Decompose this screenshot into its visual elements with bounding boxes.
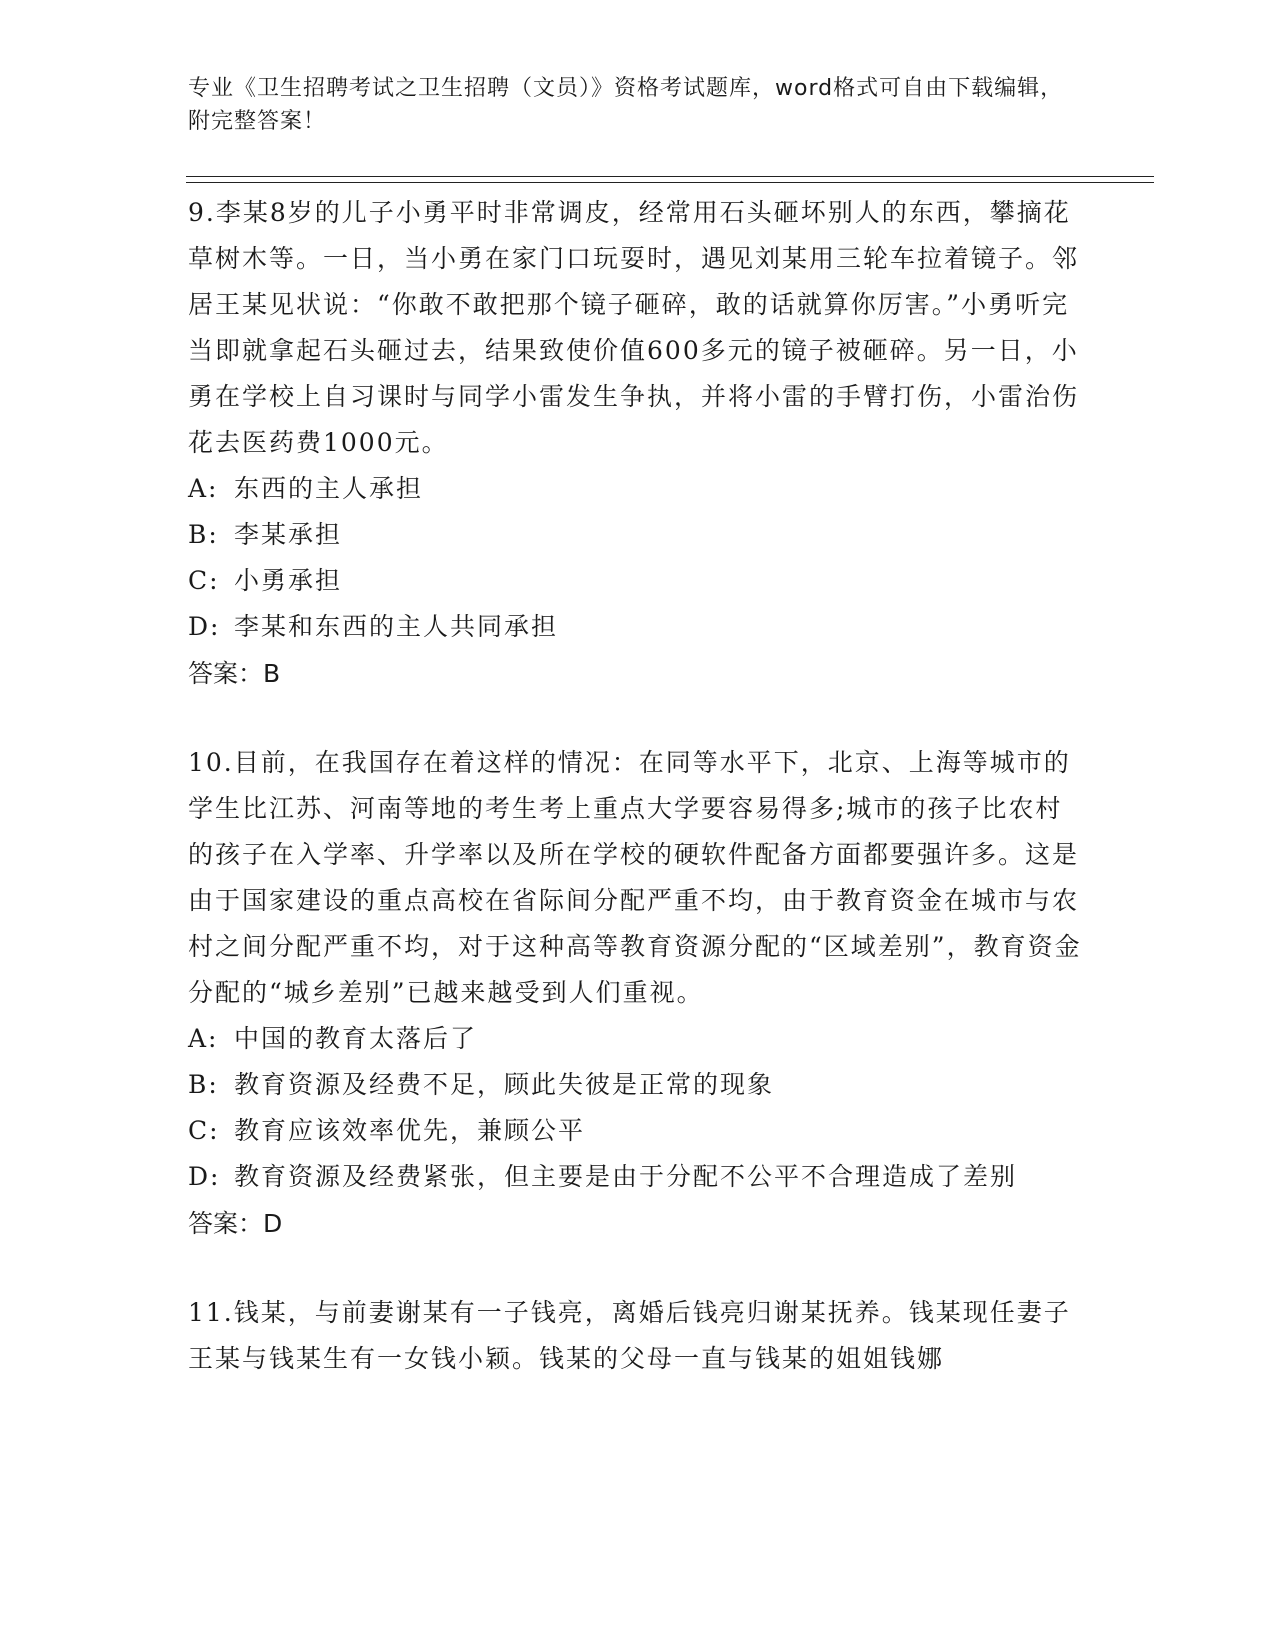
option-text: 东西的主人承担 — [234, 474, 424, 503]
question-10 — [188, 740, 1088, 1248]
option-label: B: — [188, 1070, 219, 1099]
option-label: B: — [188, 520, 219, 549]
option-text: 中国的教育太落后了 — [234, 1024, 478, 1053]
document-header: 专业《卫生招聘考试之卫生招聘（文员）》资格考试题库，word格式可自由下载编辑，附完整答案！ — [188, 76, 1064, 134]
question-stem: 10.目前，在我国存在着这样的情况：在同等水平下，北京、上海等城市的学生比江苏、河南等地的考生考上重点大学要容易得多;城市的孩子比农村的孩子在入学率、升学率以及所在学校的硬软件配备方面都要强许多。这是由于国家建设的重点高校在省际间分配严重不均，由于教育资金在城市与农村之间分配严重不均，对于这种高等教育资源分配的“区域差别”，教育资金分配的“城乡差别”已越来越受到人们重视。 — [188, 748, 1082, 1007]
question-stem: 11.钱某，与前妻谢某有一子钱亮，离婚后钱亮归谢某抚养。钱某现任妻子王某与钱某生有一女钱小颖。钱某的父母一直与钱某的姐姐钱娜 — [188, 1298, 1071, 1373]
option-text: 小勇承担 — [234, 566, 343, 595]
option-c — [188, 1108, 1088, 1154]
question-stem: 9.李某8岁的儿子小勇平时非常调皮，经常用石头砸坏别人的东西，攀摘花草树木等。一日，当小勇在家门口玩耍时，遇见刘某用三轮车拉着镜子。邻居王某见状说：“你敢不敢把那个镜子砸碎，敢的话就算你厉害。”小勇听完当即就拿起石头砸过去，结果致使价值600多元的镜子被砸碎。另一日，小勇在学校上自习课时与同学小雷发生争执，并将小雷的手臂打伤，小雷治伤花去医药费1000元。 — [188, 198, 1080, 457]
question-list — [188, 190, 1088, 1424]
option-label: A: — [188, 474, 219, 503]
option-a — [188, 466, 1088, 512]
option-a — [188, 1016, 1088, 1062]
header-divider-bottom — [186, 182, 1154, 183]
question-11 — [188, 1290, 1088, 1382]
option-d — [188, 604, 1088, 650]
option-label: D: — [188, 1162, 221, 1191]
option-text: 教育资源及经费紧张，但主要是由于分配不公平不合理造成了差别 — [234, 1162, 1018, 1191]
option-d — [188, 1154, 1088, 1200]
answer-line: 答案：D — [188, 1209, 283, 1238]
option-text: 李某和东西的主人共同承担 — [234, 612, 559, 641]
answer-line: 答案：B — [188, 659, 281, 688]
option-label: C: — [188, 566, 220, 595]
question-9 — [188, 190, 1088, 698]
option-text: 教育资源及经费不足，顾此失彼是正常的现象 — [234, 1070, 775, 1099]
option-b — [188, 1062, 1088, 1108]
option-label: C: — [188, 1116, 220, 1145]
header-divider-top — [186, 176, 1154, 177]
option-label: D: — [188, 612, 221, 641]
option-text: 李某承担 — [234, 520, 343, 549]
option-label: A: — [188, 1024, 219, 1053]
option-text: 教育应该效率优先，兼顾公平 — [234, 1116, 586, 1145]
option-c — [188, 558, 1088, 604]
option-b — [188, 512, 1088, 558]
